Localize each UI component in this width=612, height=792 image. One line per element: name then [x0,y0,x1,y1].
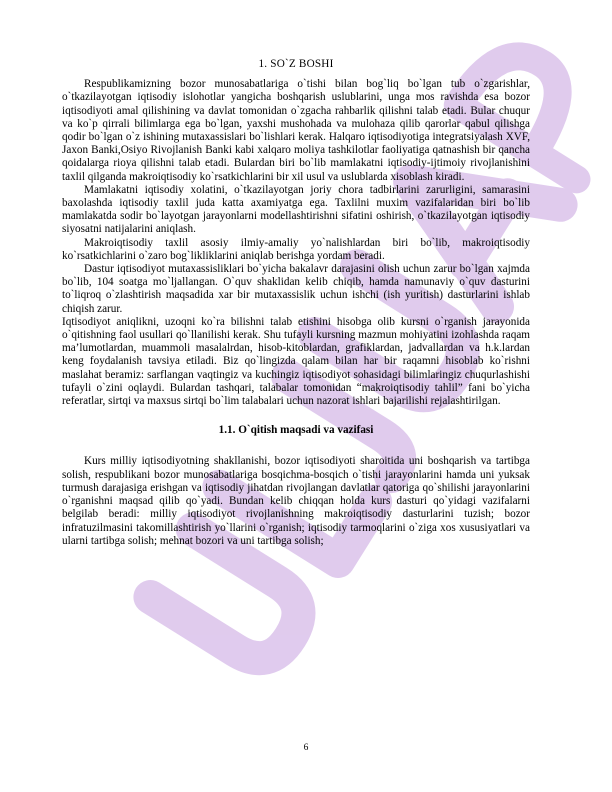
paragraph-intro-2: Mamlakatni iqtisodiy xolatini, o`tkazilayotgan joriy chora tadbirlarini zarurligini, samarasini baxolashda iqtisodiy taxlil juda katta axamiyatga ega. Taxlilni muxim vazifalaridan biri bo`lib mamlakatda sodir bo`layotgan jarayonlarni modellashtirishni sifatini oshirish, o`tkazilayotgan iqtisodiy siyosatni natijalarini aniqlash. [62,183,530,236]
paragraph-intro-4: Dastur iqtisodiyot mutaxassisliklari bo`yicha bakalavr darajasini olish uchun zarur bo`lgan xajmda bo`lib, 104 soatga mo`ljallangan. O`quv shaklidan kelib chiqib, hamda namunaviy o`quv dasturini to`liqroq o`zlashtirish maqsadida xar bir mutaxassislik uchun ishchi (ish yuritish) dasturlarini ishlab chiqish zarur. [62,263,530,315]
page-number: 6 [303,743,309,753]
paragraph-intro-1: Respublikamizning bozor munosabatlariga o`tishi bilan bog`liq bo`lgan tub o`zgarishlar, o`tkazilayotgan iqtisodiy islohotlar yangicha boshqarish uslublarini, unga mos ravishda esa bozor iqtisodiyoti amal qilishining va davlat tomonidan o`zgacha rahbarlik qilishni talab etadi. Bular chuqur va ko`p qirrali bilimlarga ega bo`lgan, yaxshi mushohada va mulohaza qilib qarorlar qabul qilishga qodir bo`lgan o`z ishining mutaxassislari bo`lishlari kerak. Halqaro iqtisodiyotiga integratsiyalash XVF, Jaxon Banki,Osiyo Rivojlanish Banki kabi xalqaro moliya tashkilotlar faoliyatiga qatnashish bir qancha qoidalarga rioya qilishni talab etadi. Bulardan biri bo`lib mamlakatni iqtisodiy-ijtimoiy rivojlanishini taxlil qilganda makroiqtisodiy ko`rsatkichlarini bir xil usul va uslublarda xisoblash kiradi. [62,78,530,183]
paragraph-methods: Iqtisodiyot aniqlikni, uzoqni ko`ra bilishni talab etishini hisobga olib kursni o`rganish jarayonida o`qitishning faol usullari qo`llanilishi kerak. Shu tufayli kursning mazmun mohiyatini izohlashda raqam ma’lumotlardan, muammoli masalalrdan, hisob-kitoblardan, grafiklardan, jadvallardan va h.k.lardan keng foydalanish tavsiya etiladi. Biz qo`lingizda qalam bilan har bir raqamni hisoblab ko`rishni maslahat beramiz: sarflangan vaqtingiz va kuchingiz iqtisodiyot sohasidagi bilimlaringiz chuqurlashishi tufayli o`zini oqlaydi. Bulardan tashqari, talabalar tomonidan “makroiqtisodiy tahlil” fani bo`yicha referatlar, sirtqi va maxsus sirtqi bo`lim talabalari uchun nazorat ishlari bajarilishi rejalashtirilgan. [62,315,530,408]
subsection-title: 1.1. O`qitish maqsadi va vazifasi [218,424,374,437]
document-content [62,58,530,548]
section-title: 1. SO`Z BOSHI [258,58,334,70]
paragraph-course-goals: Kurs milliy iqtisodiyotning shakllanishi, bozor iqtisodiyoti sharoitida uni boshqarish va tartibga solish, respublikani bozor munosabatlariga bosqichma-bosqich o`tishi jarayonlarini hamda uni yuksak turmush darajasiga erishgan va iqtisodiy jihatdan rivojlangan davlatlar qatoriga qo`shilishi jarayonlarini o`rganishni maqsad qilib qo`yadi. Bundan kelib chiqqan holda kurs dasturi qo`yidagi vazifalarni belgilab beradi: milliy iqtisodiyot rivojlanishning makroiqtisodiy dasturlarini tuzish; bozor infratuzilmasini takomillashtirish yo`llarini o`rganish; iqtisodiy tarmoqlarini o`ziga xos xususiyatlari va ularni tartibga solish; mehnat bozori va uni tartibga solish; [62,455,530,547]
paragraph-intro-3: Makroiqtisodiy taxlil asosiy ilmiy-amaliy yo`nalishlardan biri bo`lib, makroiqtisodiy ko`rsatkichlarini o`zaro bog`likliklarini aniqlab berishga yordam beradi. [62,236,530,262]
